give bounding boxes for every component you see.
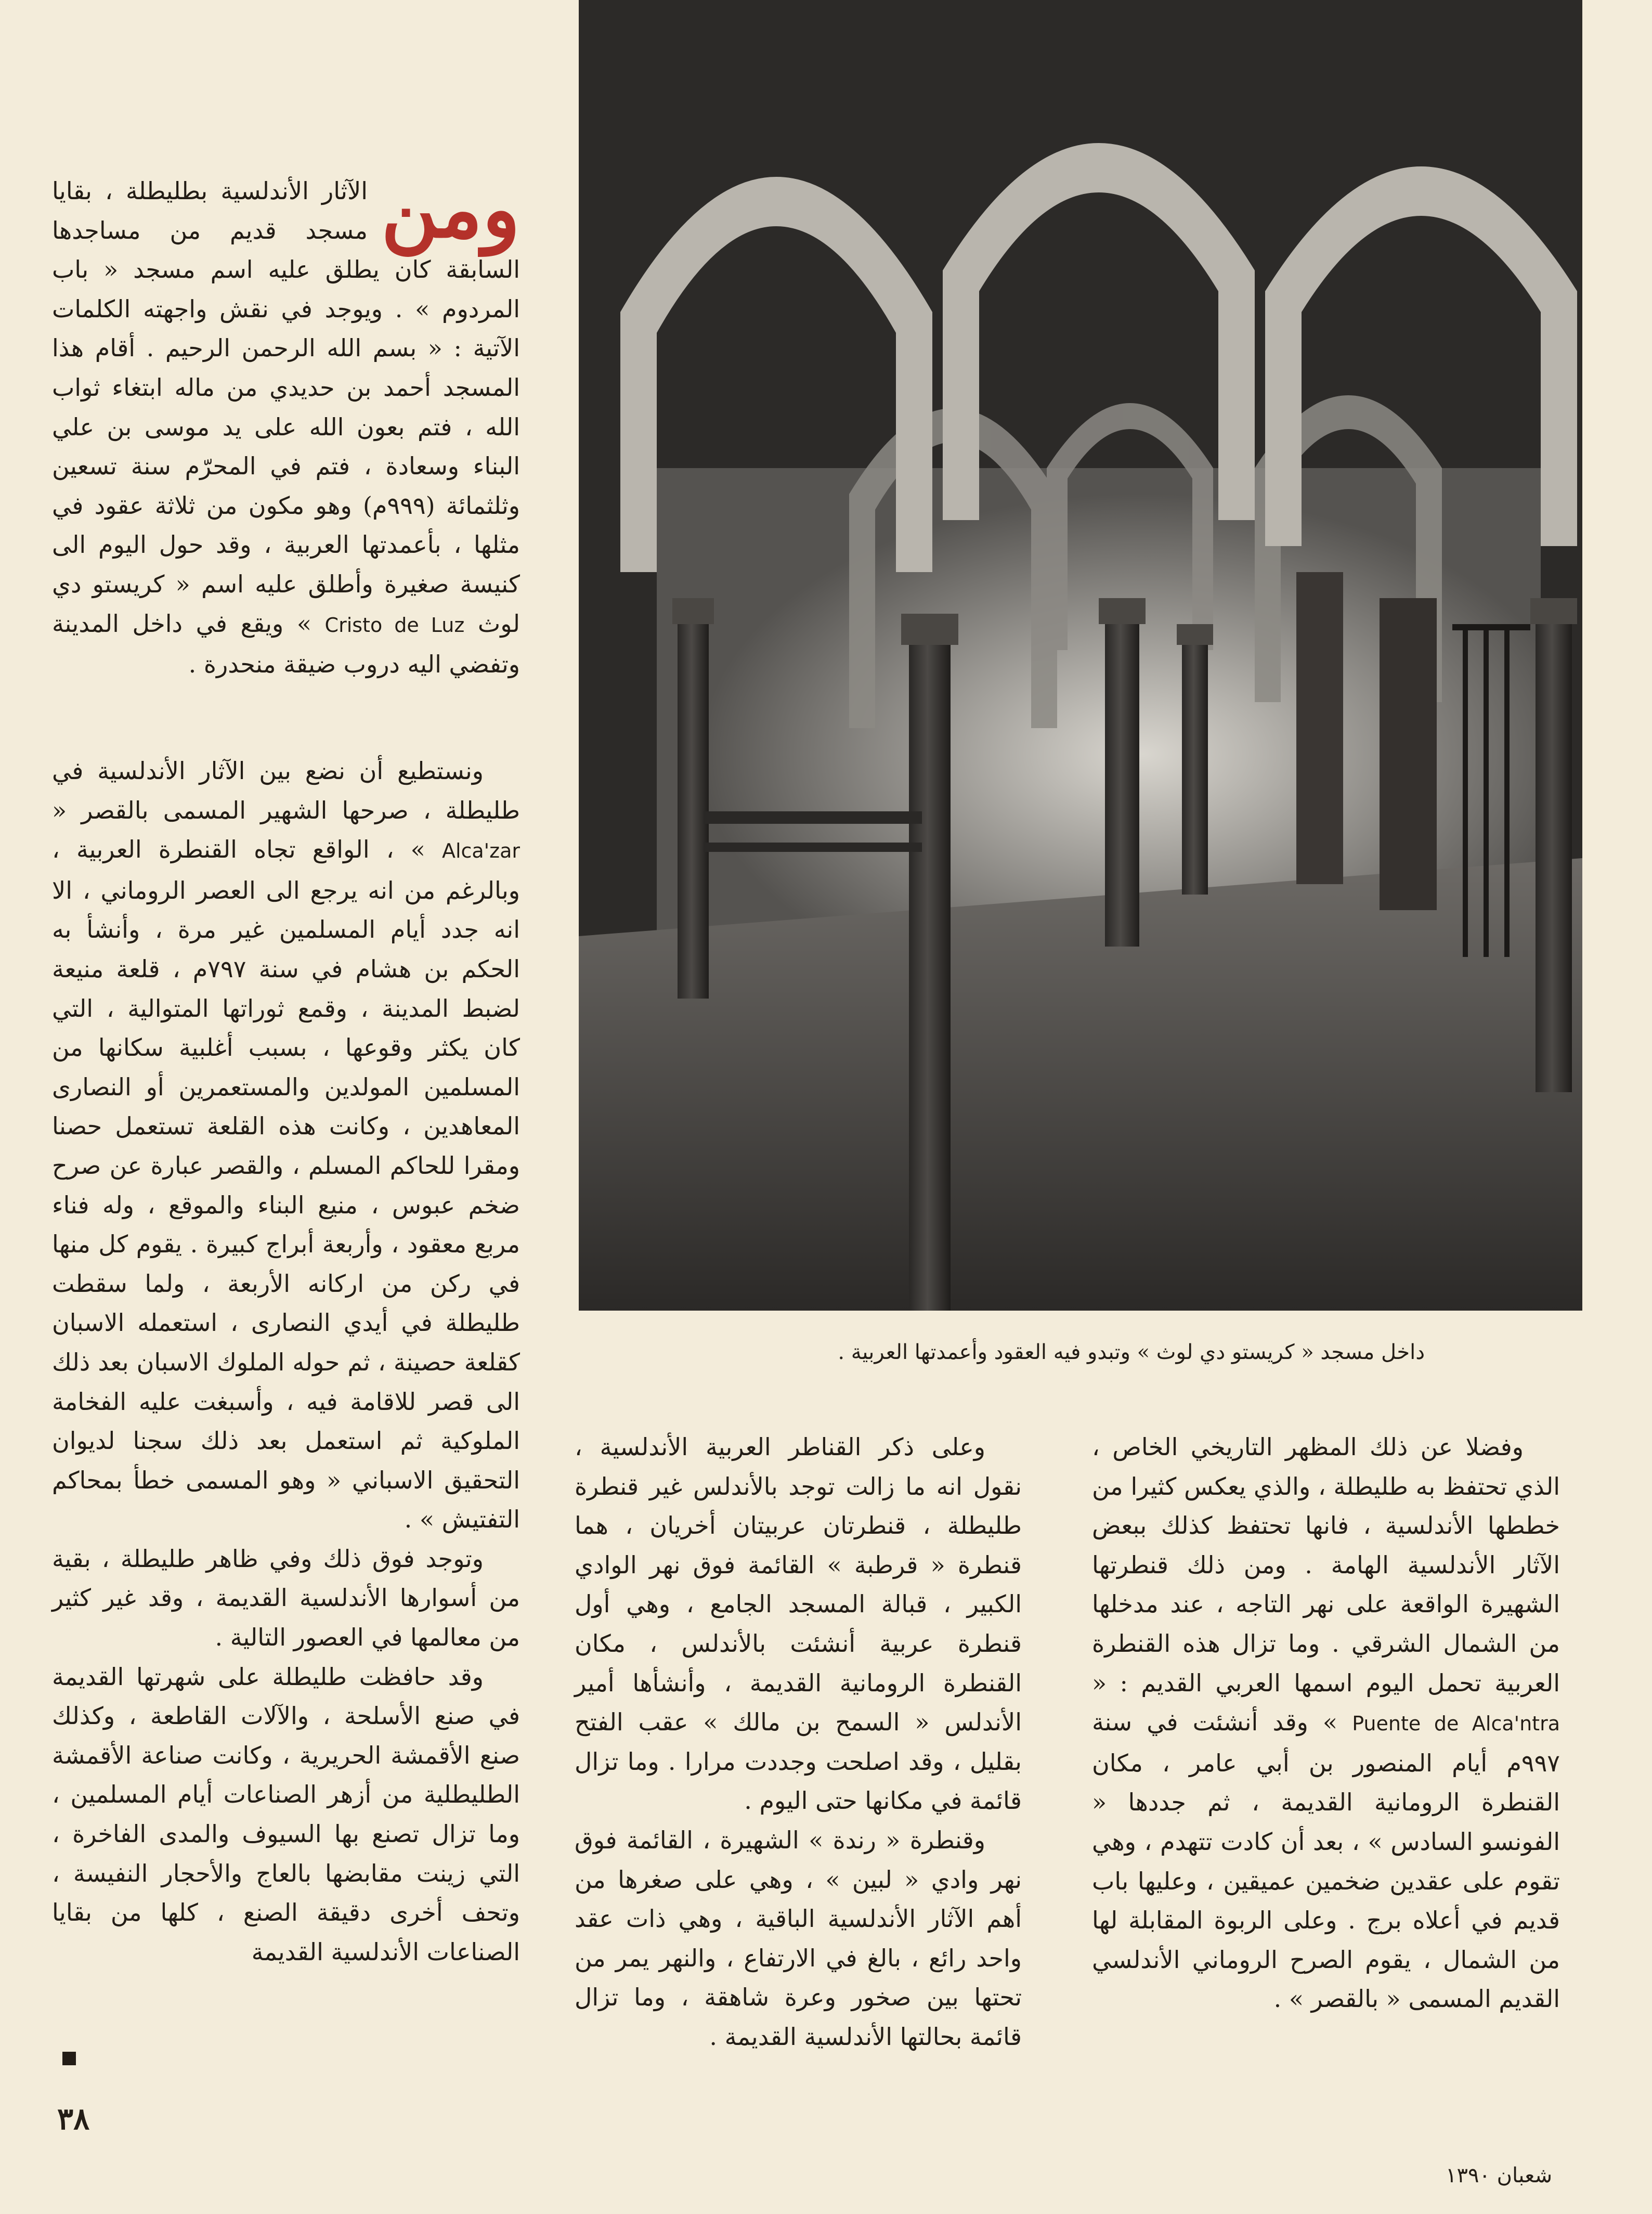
paragraph-walls: وتوجد فوق ذلك وفي ظاهر طليطلة ، بقية من أسوارها الأندلسية القديمة ، وقد غير كثير من معالمها في العصور التالية . [52, 1544, 520, 1652]
paragraph-text-tail: » وقد أنشئت في سنة ٩٩٧م أيام المنصور بن أبي عامر ، مكان القنطرة الرومانية القديمة ، ثم جددها « الفونسو السادس » ، بعد أن كادت تتهدم ، وهي تقوم على عقدين ضخمين عميقين ، وعليها باب قديم في أعلاه برج . وعلى الربوة المقابلة لها من الشمال ، يقوم الصرح الروماني الأندلسي القديم المسمى « بالقصر » . [1092, 1708, 1560, 2013]
article-column-right-top [52, 164, 520, 754]
paragraph-text-tail: » ، الواقع تجاه القنطرة العربية ، وبالرغم من انه يرجع الى العصر الروماني ، الا انه جدد أيام المسلمين غير مرة ، وأنشأ به الحكم بن هشام في سنة ٧٩٧م ، قلعة منيعة لضبط المدينة ، وقمع ثوراتها المتوالية ، التي كان يكثر وقوعها ، بسبب أغلبية سكانها من المسلمين المولدين والمستعمرين أو النصارى المعاهدين ، وكانت هذه القلعة تستعمل حصنا ومقرا للحاكم المسلم ، والقصر عبارة عن صرح ضخم عبوس ، منيع البناء والموقع ، وله فناء مربع معقود ، وأربعة أبراج كبيرة . يقوم كل منها في ركن من اركانه الأربعة ، ولما سقطت طليطلة في أيدي النصارى ، استعمله الاسبان كقلعة حصينة ، ثم حوله الملوك الاسبان بعد ذلك الى قصر للاقامة فيه ، وأسبغت عليه الفخامة الملوكية ثم استعمل بعد ذلك سجنا لديوان التحقيق الاسباني « وهو المسمى خطأ بمحاكم التفتيش » . [52, 835, 520, 1534]
latin-term-cristo: Cristo de Luz [324, 613, 465, 637]
article-column-middle [575, 1428, 1022, 2078]
end-of-article-mark [62, 2052, 76, 2065]
issue-date: شعبان ١٣٩٠ [1446, 2164, 1553, 2187]
mosque-interior-photo [579, 0, 1582, 1311]
arches-photograph [579, 0, 1582, 1311]
paragraph-ronda-bridge: وقنطرة « رندة » الشهيرة ، القائمة فوق نهر وادي « لبين » ، وهي على صغرها من أهم الآثار الأندلسية الباقية ، وهي ذات عقد واحد رائع ، بالغ في الارتفاع ، والنهر يمر من تحتها بين صخور وعرة شاهقة ، وما تزال قائمة بحالتها الأندلسية القديمة . [575, 1825, 1022, 2051]
paragraph-bridges: وعلى ذكر القناطر العربية الأندلسية ، نقول انه ما زالت توجد بالأندلس غير قنطرة طليطلة ، قنطرتان عربيتان أخريان ، هما قنطرة « قرطبة » القائمة فوق نهر الوادي الكبير ، قبالة المسجد الجامع ، وهي أول قنطرة عربية أنشئت بالأندلس ، مكان القنطرة الرومانية القديمة ، وأنشأها أمير الأندلس « السمح بن مالك » عقب الفتح بقليل ، وقد اصلحت وجددت مرارا . وما تزال قائمة في مكانها حتى اليوم . [575, 1433, 1022, 1815]
paragraph-toledo-bridge [1092, 1428, 1560, 2019]
latin-term-puente: Puente de Alca'ntra [1352, 1712, 1560, 1736]
paragraph-text: ونستطيع أن نضع بين الآثار الأندلسية في طليطلة ، صرحها الشهير المسمى بالقصر « [52, 757, 520, 824]
page-number: ٣٨ [57, 2101, 90, 2137]
paragraph-text-tail: » ويقع في داخل المدينة وتفضي اليه دروب ضيقة منحدرة . [52, 609, 520, 679]
paragraph-text: الآثار الأندلسية بطليطلة ، بقايا مسجد قديم من مساجدها السابقة كان يطلق عليه اسم مسجد « باب المردوم » . ويوجد في نقش واجهته الكلمات الآتية : « بسم الله الرحمن الرحيم . أقام هذا المسجد أحمد بن حديدي من ماله ابتغاء ثواب الله ، فتم بعون الله على يد موسى بن علي البناء وسعادة ، فتم في المحرّم سنة تسعين وثلثمائة (٩٩٩م) وهو مكون من ثلاثة عقود في مثلها ، بأعمدتها العربية ، وقد حول اليوم الى كنيسة صغيرة وأطلق عليه اسم « كريستو دي لوث [52, 177, 520, 638]
paragraph-opening [52, 164, 520, 684]
photo-caption: داخل مسجد « كريستو دي لوث » وتبدو فيه العقود وأعمدتها العربية . [838, 1340, 1425, 1364]
latin-term-alcazar: Alca'zar [441, 839, 520, 863]
paragraph-alcazar [52, 752, 520, 1539]
paragraph-crafts: وقد حافظت طليطلة على شهرتها القديمة في صنع الأسلحة ، والآلات القاطعة ، وكذلك صنع الأقمشة الحريرية ، وكانت صناعة الأقمشة الطليطلية من أزهر الصناعات أيام المسلمين ، وما تزال تصنع بها السيوف والمدى الفاخرة ، التي زينت مقابضها بالعاج والأحجار النفيسة ، وتحف أخرى دقيقة الصنع ، كلها من بقايا الصناعات الأندلسية القديمة [52, 1662, 520, 1966]
article-column-right-bottom [52, 752, 520, 2073]
drop-cap: ومن [381, 164, 520, 255]
paragraph-text: وفضلا عن ذلك المظهر التاريخي الخاص ، الذي تحتفظ به طليطلة ، والذي يعكس كثيرا من خططها الأندلسية ، فانها تحتفظ كذلك ببعض الآثار الأندلسية الهامة . ومن ذلك قنطرتها الشهيرة الواقعة على نهر التاجه ، عند مدخلها من الشمال الشرقي . وما تزال هذه القنطرة العربية تحمل اليوم اسمها العربي القديم : « [1092, 1433, 1560, 1697]
article-column-left [1092, 1428, 1560, 2078]
